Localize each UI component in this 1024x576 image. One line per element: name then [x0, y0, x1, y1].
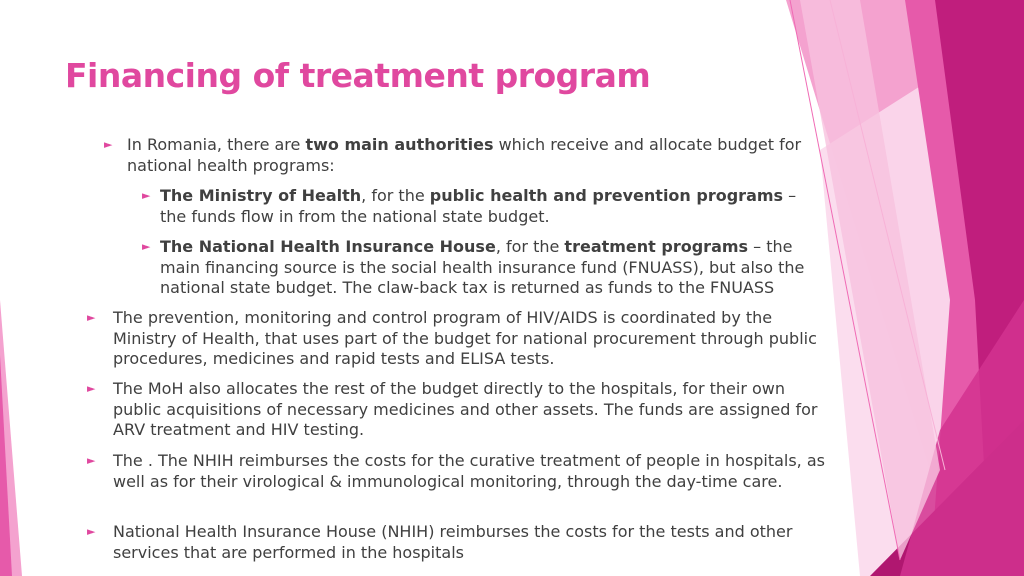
sub-bullet-ministry-of-health — [142, 186, 827, 227]
bullet-text: The National Health Insurance House, for the treatment programs – the main financing source is the social health insurance fund (FNUASS), but also the national state budget. The claw-back tax is returned as funds to the FNUASS — [160, 237, 805, 297]
bullet-authorities — [104, 135, 834, 176]
right-triangle-bullet-icon: ► — [142, 189, 151, 202]
bullet-nhih-reimbursement — [87, 451, 845, 492]
bullet-text: In Romania, there are two main authorities which receive and allocate budget for national health programs: — [127, 135, 802, 175]
slide-title: Financing of treatment program — [65, 56, 651, 95]
sub-bullet-nhih — [142, 237, 834, 299]
bullet-text: The Ministry of Health, for the public health and prevention programs – the funds flow in from the national state budget. — [160, 186, 797, 226]
bullet-moh-allocation — [87, 379, 837, 441]
bullet-hiv-program — [87, 308, 822, 370]
right-triangle-bullet-icon: ► — [87, 382, 96, 395]
bullet-text: The MoH also allocates the rest of the budget directly to the hospitals, for their own public acquisitions of necessary medicines and other assets. The funds are assigned for ARV treatment and HIV testing. — [113, 379, 818, 439]
bullet-text: National Health Insurance House (NHIH) reimburses the costs for the tests and other services that are performed in the hospitals — [113, 522, 793, 562]
bullet-text: The prevention, monitoring and control program of HIV/AIDS is coordinated by the Ministry of Health, that uses part of the budget for national procurement through public procedures, medicines and rapid tests and ELISA tests. — [113, 308, 817, 368]
right-triangle-bullet-icon: ► — [142, 240, 151, 253]
right-triangle-bullet-icon: ► — [87, 525, 96, 538]
bullet-text: The . The NHIH reimburses the costs for the curative treatment of people in hospitals, as well as for their virological & immunological monitoring, through the day-time care. — [113, 451, 825, 491]
right-triangle-bullet-icon: ► — [104, 138, 113, 151]
right-triangle-bullet-icon: ► — [87, 311, 96, 324]
bullet-nhih-tests — [87, 522, 832, 563]
right-triangle-bullet-icon: ► — [87, 454, 96, 467]
